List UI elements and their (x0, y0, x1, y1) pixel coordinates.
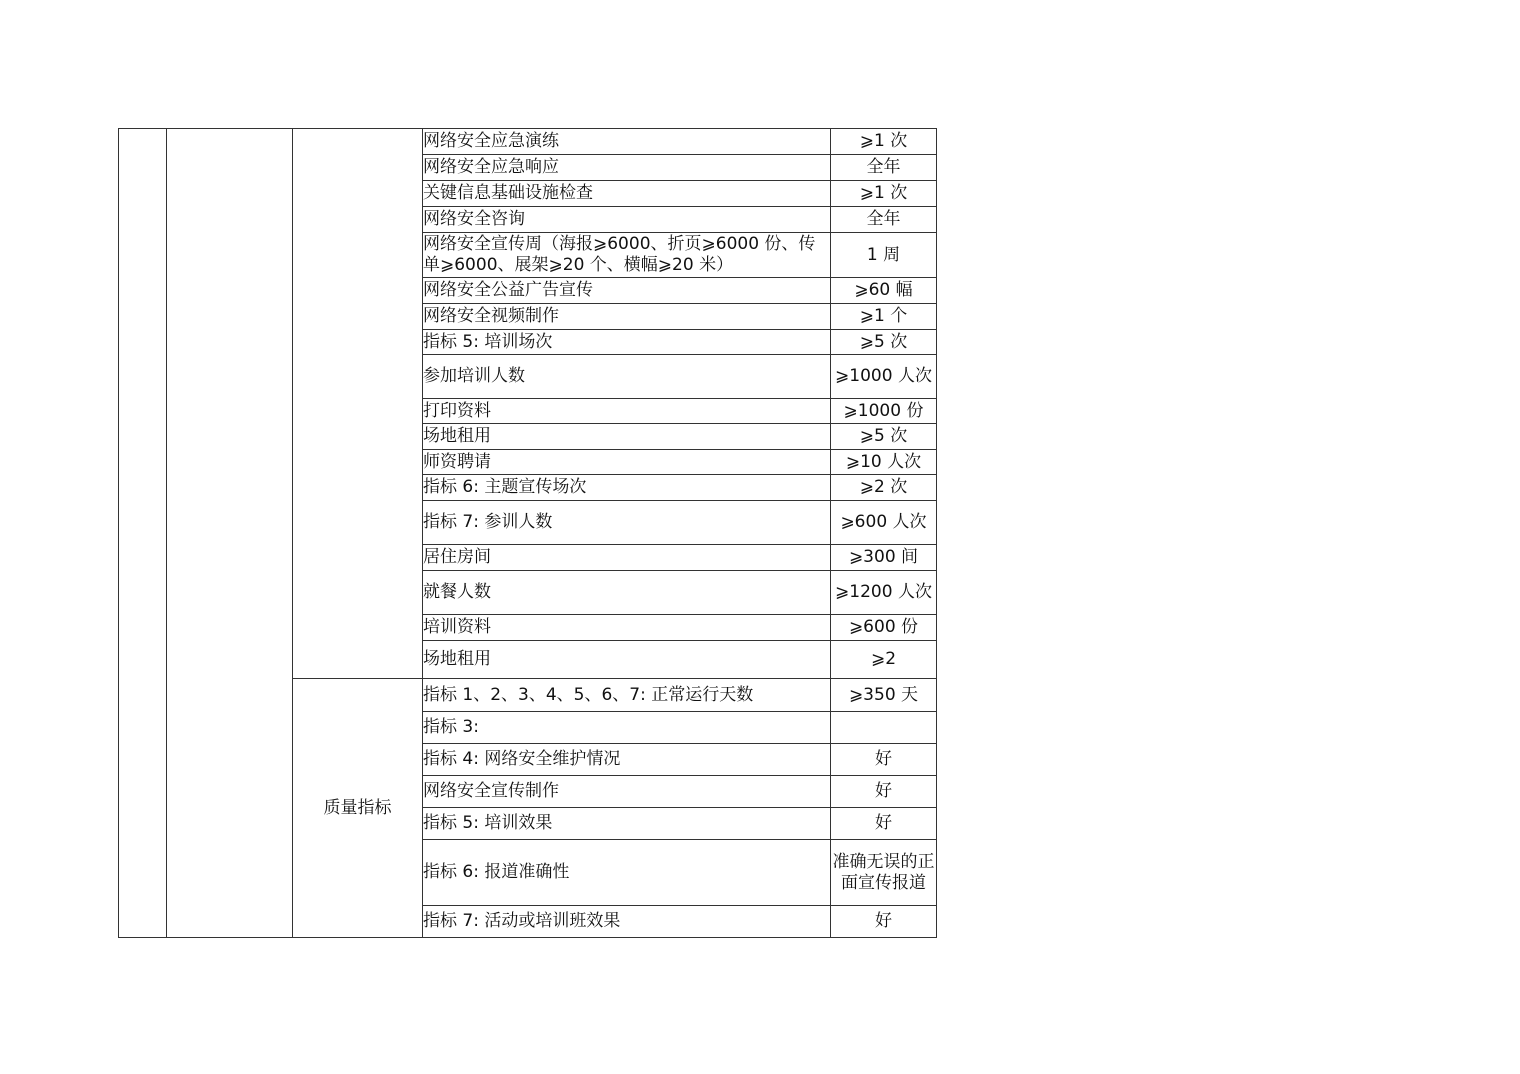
value-cell: 好 (831, 776, 937, 808)
value-cell: ⩾1000 份 (831, 399, 937, 424)
blank-cell-level2 (167, 129, 293, 938)
indicator-cell: 关键信息基础设施检查 (423, 181, 831, 207)
value-cell: ⩾600 份 (831, 615, 937, 641)
value-cell: 全年 (831, 207, 937, 233)
value-cell: 准确无误的正面宣传报道 (831, 840, 937, 906)
performance-indicator-table (118, 128, 937, 938)
value-cell (831, 712, 937, 744)
table-row (119, 129, 937, 155)
indicator-cell: 网络安全宣传周（海报⩾6000、折页⩾6000 份、传单⩾6000、展架⩾20 个、横幅⩾20 米） (423, 233, 831, 278)
value-cell: ⩾5 次 (831, 424, 937, 450)
indicator-cell: 网络安全咨询 (423, 207, 831, 233)
indicator-cell: 参加培训人数 (423, 355, 831, 399)
indicator-cell: 指标 7: 参训人数 (423, 501, 831, 545)
indicator-cell: 网络安全宣传制作 (423, 776, 831, 808)
indicator-cell: 指标 1、2、3、4、5、6、7: 正常运行天数 (423, 679, 831, 712)
value-cell: ⩾5 次 (831, 330, 937, 355)
indicator-cell: 打印资料 (423, 399, 831, 424)
value-cell: 1 周 (831, 233, 937, 278)
indicator-cell: 指标 7: 活动或培训班效果 (423, 906, 831, 938)
value-cell: ⩾2 次 (831, 475, 937, 501)
value-cell: ⩾1 个 (831, 304, 937, 330)
indicator-cell: 场地租用 (423, 424, 831, 450)
indicator-cell: 网络安全应急演练 (423, 129, 831, 155)
indicator-cell: 指标 4: 网络安全维护情况 (423, 744, 831, 776)
value-cell: ⩾1000 人次 (831, 355, 937, 399)
value-cell: ⩾600 人次 (831, 501, 937, 545)
indicator-cell: 居住房间 (423, 545, 831, 571)
indicator-cell: 培训资料 (423, 615, 831, 641)
blank-cell-category-quantity (293, 129, 423, 679)
value-cell: ⩾2 (831, 641, 937, 679)
value-cell: ⩾10 人次 (831, 450, 937, 475)
value-cell: ⩾1200 人次 (831, 571, 937, 615)
indicator-cell: 场地租用 (423, 641, 831, 679)
indicator-cell: 指标 5: 培训场次 (423, 330, 831, 355)
indicator-cell: 师资聘请 (423, 450, 831, 475)
value-cell: ⩾350 天 (831, 679, 937, 712)
indicator-cell: 网络安全应急响应 (423, 155, 831, 181)
indicator-cell: 指标 3: (423, 712, 831, 744)
indicator-cell: 指标 6: 主题宣传场次 (423, 475, 831, 501)
indicator-cell: 指标 5: 培训效果 (423, 808, 831, 840)
indicator-cell: 就餐人数 (423, 571, 831, 615)
value-cell: 好 (831, 906, 937, 938)
indicator-cell: 网络安全视频制作 (423, 304, 831, 330)
value-cell: ⩾60 幅 (831, 278, 937, 304)
value-cell: ⩾300 间 (831, 545, 937, 571)
value-cell: ⩾1 次 (831, 181, 937, 207)
blank-cell-level1 (119, 129, 167, 938)
value-cell: 好 (831, 808, 937, 840)
indicator-cell: 指标 6: 报道准确性 (423, 840, 831, 906)
indicator-cell: 网络安全公益广告宣传 (423, 278, 831, 304)
value-cell: 全年 (831, 155, 937, 181)
value-cell: ⩾1 次 (831, 129, 937, 155)
category-cell-quality: 质量指标 (293, 679, 423, 938)
value-cell: 好 (831, 744, 937, 776)
